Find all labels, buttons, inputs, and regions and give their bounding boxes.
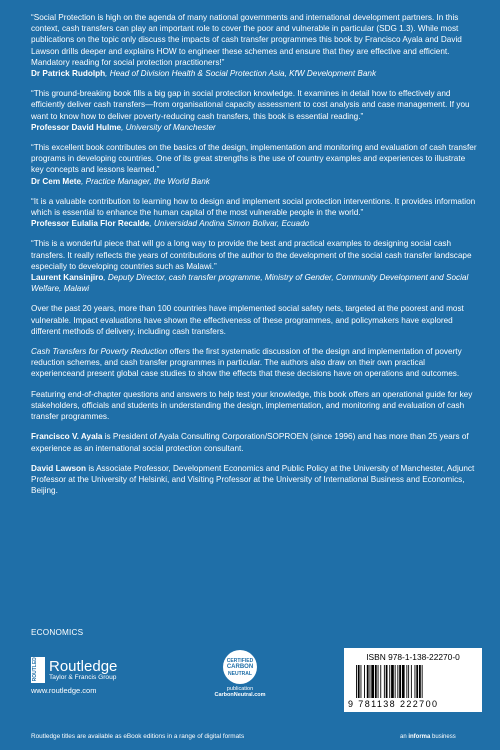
back-cover-text [31,12,479,505]
carbon-neutral-badge [210,650,270,710]
book-title: Cash Transfers for Poverty Reduction [31,347,168,357]
barcode-bar [415,665,416,698]
endorsement-5 [31,238,479,294]
barcode-bar [416,665,418,698]
barcode-bar [358,665,360,698]
barcode-bar [370,665,371,698]
endorsement-text: “This is a wonderful piece that will go a long way to provide the best and practical examples to designing social cash transfers. It really reflects the years of contributions of the author to the development of the social cash transfer landscape especially to developing countries such as Malawi.” [31,239,472,271]
endorsement-attribution [31,68,479,79]
endorser-role: , University of Manchester [121,122,216,132]
description-paragraph-2 [31,346,479,380]
author-bio-text: is President of Ayala Consulting Corporation/SOPROEN (since 1996) and has more than 25 years of experience as an international social protection consultant. [31,432,469,453]
barcode-bar [367,665,369,698]
author-name: Francisco V. Ayala [31,432,103,442]
carbon-site: CarbonNeutral.com [214,692,266,698]
publisher-url: www.routledge.com [31,686,97,695]
barcode-bar [386,665,388,698]
endorsement-text: “This ground-breaking book fills a big gap in social protection knowledge. It examines in detail how to effectively and efficiently deliver cash transfers—from organisational capacity assessment to cost analysis and case management. If you want to know how to deliver poverty-reducing cash transfers, this book is essential reading.” [31,89,470,121]
barcode-bar [356,665,357,698]
barcode-bar [399,665,401,698]
barcode-bar [371,665,374,698]
endorsement-text: “Social Protection is high on the agenda of many national governments and international development partners. In this context, cash transfers can play an important role to cover the poor and vulnerable in particular (SDG 1.3). While most publications on the topic only discuss the impacts of cash transfer programmes this book by Francisco Ayala and David Lawson drills deeper and explains HOW to engineer these schemes and ensure that they are effective and efficient. Mandatory reading for social protection practitioners!” [31,13,462,67]
description-paragraph-3: Featuring end-of-chapter questions and answers to help test your knowledge, this book offers an operational guide for key stakeholders, officials and students in understanding the design, implementation, and monitoring and evaluation of cash transfer programmes. [31,389,473,422]
barcode-bar [364,665,365,698]
barcode-bar [419,665,421,698]
endorsement-attribution [31,122,479,133]
endorsement-1 [31,12,479,79]
barcode-bar [375,665,377,698]
publisher-name: Routledge [49,657,118,675]
endorser-name: Dr Cem Mete [31,176,82,186]
publisher-subtitle: Taylor & Francis Group [49,673,117,681]
endorser-role: , Head of Division Health & Social Protection Asia, KfW Development Bank [105,69,377,79]
carbon-neutral-icon: CERTIFIED CARBON NEUTRAL [223,650,257,684]
barcode-bar [422,665,423,698]
endorsement-text: “It is a valuable contribution to learning how to design and implement social protection interventions. It provides information which is essential to enhance the human capital of the most vulnerable people in the world.” [31,196,476,218]
endorsement-2 [31,88,479,133]
publisher-logo [31,649,161,695]
barcode-bar [395,665,396,698]
barcode-bar [378,665,379,698]
endorser-name: Dr Patrick Rudolph [31,69,106,79]
isbn-text: ISBN 978-1-138-22270-0 [366,652,460,662]
endorser-name: Professor Eulalia Flor Recalde [31,219,150,229]
barcode-bar [380,665,381,698]
barcode-bar [361,665,362,698]
subject-category: ECONOMICS [31,628,84,637]
endorsement-4 [31,196,479,230]
description-paragraph-1: Over the past 20 years, more than 100 countries have implemented social safety nets, targeted at the poorest and most vulnerable. Impact evaluations have shown the effectiveness of these programmes, and policymakers have explored different methods of delivery, including cash transfers. [31,304,464,336]
endorsement-text: “This excellent book contributes on the basics of the design, implementation and monitoring and evaluation of cash transfer programs in developing countries. One of its great strengths is the use of country examples and experiences to illustrate key concepts and lessons learned.” [31,143,477,175]
barcode-bar [397,665,398,698]
endorser-role: , Universidad Andina Simon Bolivar, Ecuado [149,219,310,229]
endorser-role: , Deputy Director, cash transfer programme, Ministry of Gender, Community Development and Social Welfare, Malawi [31,273,469,294]
author-bio-2 [31,463,479,497]
barcode-bar [406,665,407,698]
informa-brand: informa [408,734,431,740]
author-name: David Lawson [31,463,87,473]
endorser-name: Professor David Hulme [31,122,122,132]
routledge-mark-icon: ROUTLEDGE [31,657,45,683]
endorsement-attribution [31,272,479,294]
barcode-bar [384,665,385,698]
informa-business: an informa business [400,734,456,740]
ebook-note: Routledge titles are available as eBook editions in a range of digital formats [31,733,245,740]
isbn-barcode [344,648,482,712]
endorsement-attribution [31,176,479,187]
barcode-digits: 9 781138 222700 [348,699,439,709]
barcode-bar [389,665,390,698]
carbon-label: publication [226,686,254,692]
barcode-icon [356,665,474,698]
endorsement-attribution [31,218,479,229]
endorsement-3 [31,142,479,187]
barcode-bar [408,665,409,698]
endorser-name: Laurent Kansinjiro [31,273,104,283]
description-text: offers the first systematic discussion of the design and implementation of poverty reduction schemes, and cash transfer programmes in particular. The authors also draw on their own practical experienceand present global case studies to show the effects that these decisions have on operations and outcomes. [31,347,462,379]
endorser-role: , Practice Manager, the World Bank [81,176,210,186]
barcode-bar [391,665,394,698]
barcode-bar [402,665,405,698]
barcode-bar [411,665,412,698]
author-bio-1 [31,431,479,453]
author-bio-text: is Associate Professor, Development Economics and Public Policy at the University of Manchester, Adjunct Professor at the University of Helsinki, and Visiting Professor at the University of International Business and Economics, Beijing. [31,463,475,496]
